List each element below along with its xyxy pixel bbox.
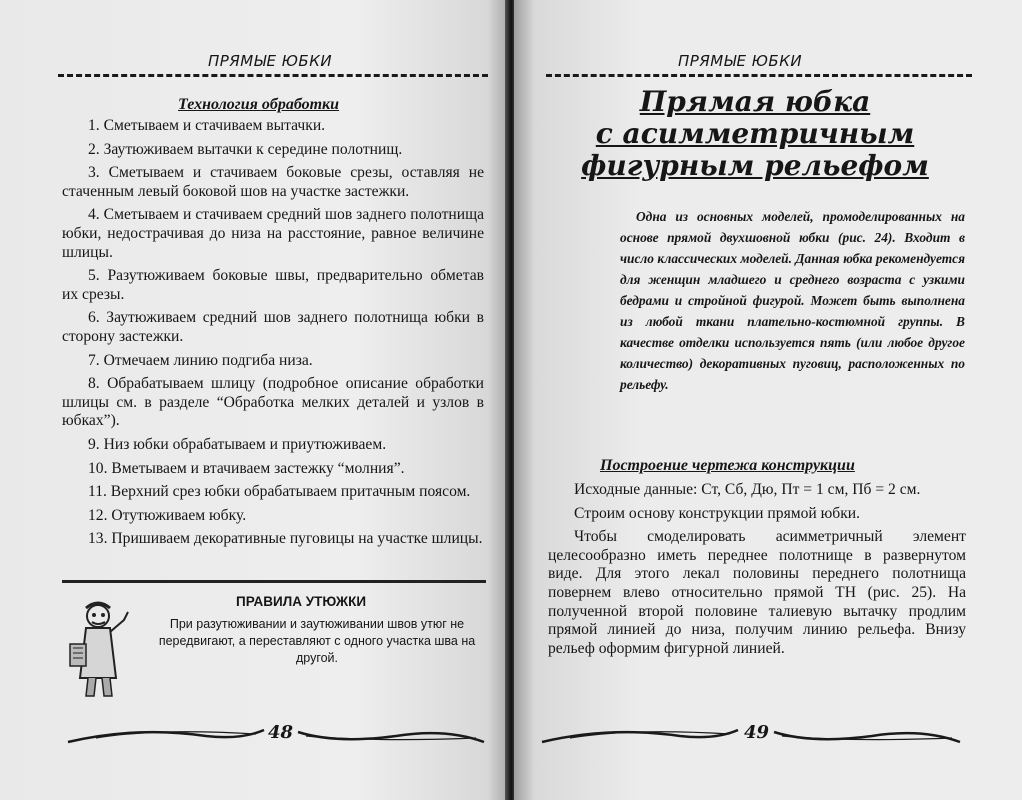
title-line: с асимметричным: [595, 117, 915, 150]
model-title: [560, 86, 950, 182]
right-ornament-icon: [772, 724, 962, 748]
step-item: 3. Сметываем и стачиваем боковые срезы, оставляя не стаченным левый боковой шов на участке застежки.: [62, 164, 484, 200]
step-item: 6. Заутюживаем средний шов заднего полотнища юбки в сторону застежки.: [62, 309, 484, 345]
page-number: 49: [744, 722, 770, 743]
steps-list: [62, 117, 484, 554]
left-ornament-icon: [66, 724, 266, 748]
running-header: ПРЯМЫЕ ЮБКИ: [208, 52, 333, 70]
title-line: фигурным рельефом: [581, 149, 929, 182]
step-item: 10. Вметываем и втачиваем застежку “молния”.: [88, 459, 405, 477]
tailor-cartoon-icon: [66, 598, 136, 702]
header-divider: [58, 74, 488, 77]
construction-text: [548, 481, 966, 663]
step-item: 1. Сметываем и стачиваем вытачки.: [88, 117, 326, 134]
right-ornament-icon: [540, 724, 740, 748]
step-item: 12. Отутюживаем юбку.: [88, 506, 247, 524]
model-description: Одна из основных моделей, промоделированных на основе прямой двухшовной юбки (рис. 24). Входит в число классических моделей. Данная юбка рекомендуется для женщин младшего и среднего возраста с узкими бедрами и стройной фигурой. Может быть выполнена из любой ткани плательно-костюмной группы. В качестве отделки используется пять (или любое другое количество) декоративных пуговиц, расположенных по рельефу.: [620, 209, 965, 392]
title-line: Прямая юбка: [639, 85, 871, 118]
step-item: 2. Заутюживаем вытачки к середине полотнищ.: [88, 140, 403, 158]
step-item: 13. Пришиваем декоративные пуговицы на участке шлицы.: [88, 530, 483, 548]
left-ornament-icon: [296, 724, 486, 748]
paragraph: Чтобы смоделировать асимметричный элемент целесообразно иметь переднее полотнище в развернутом виде. Для этого лекал половины переднего полотнища повернем влево относительно прямой ТН (рис. 25). На полученной второй половине талиевую вытачку продлим прямой линией до низа, получим линию рельефа. Внизу рельеф оформим фигурной линией.: [548, 528, 966, 657]
paragraph: Строим основу конструкции прямой юбки.: [574, 504, 861, 522]
step-item: 11. Верхний срез юбки обрабатываем притачным поясом.: [88, 483, 471, 501]
header-divider: [546, 74, 972, 77]
left-page: [0, 0, 508, 800]
page-number: 48: [268, 722, 294, 743]
step-item: 5. Разутюживаем боковые швы, предварительно обметав их срезы.: [62, 267, 484, 303]
section-title: Технология обработки: [178, 96, 340, 113]
step-item: 4. Сметываем и стачиваем средний шов заднего полотнища юбки, недострачивая до низа на расстояние, равное величине шлицы.: [62, 206, 484, 261]
step-item: 8. Обрабатываем шлицу (подробное описание обработки шлицы см. в разделе “Обработка мелких деталей и узлов в юбках”).: [62, 375, 484, 430]
box-divider: [62, 580, 486, 583]
step-item: 9. Низ юбки обрабатываем и приутюживаем.: [88, 435, 387, 453]
ironing-rules-title: ПРАВИЛА УТЮЖКИ: [236, 594, 367, 609]
running-header: ПРЯМЫЕ ЮБКИ: [678, 52, 803, 70]
paragraph: Исходные данные: Ст, Сб, Дю, Пт = 1 см, Пб = 2 см.: [574, 481, 921, 498]
section-title: Построение чертежа конструкции: [600, 457, 855, 474]
ironing-rules-text: При разутюживании и заутюживании швов утюг не передвигают, а переставляют с одного участка шва на другой.: [158, 617, 476, 665]
step-item: 7. Отмечаем линию подгиба низа.: [88, 351, 313, 369]
